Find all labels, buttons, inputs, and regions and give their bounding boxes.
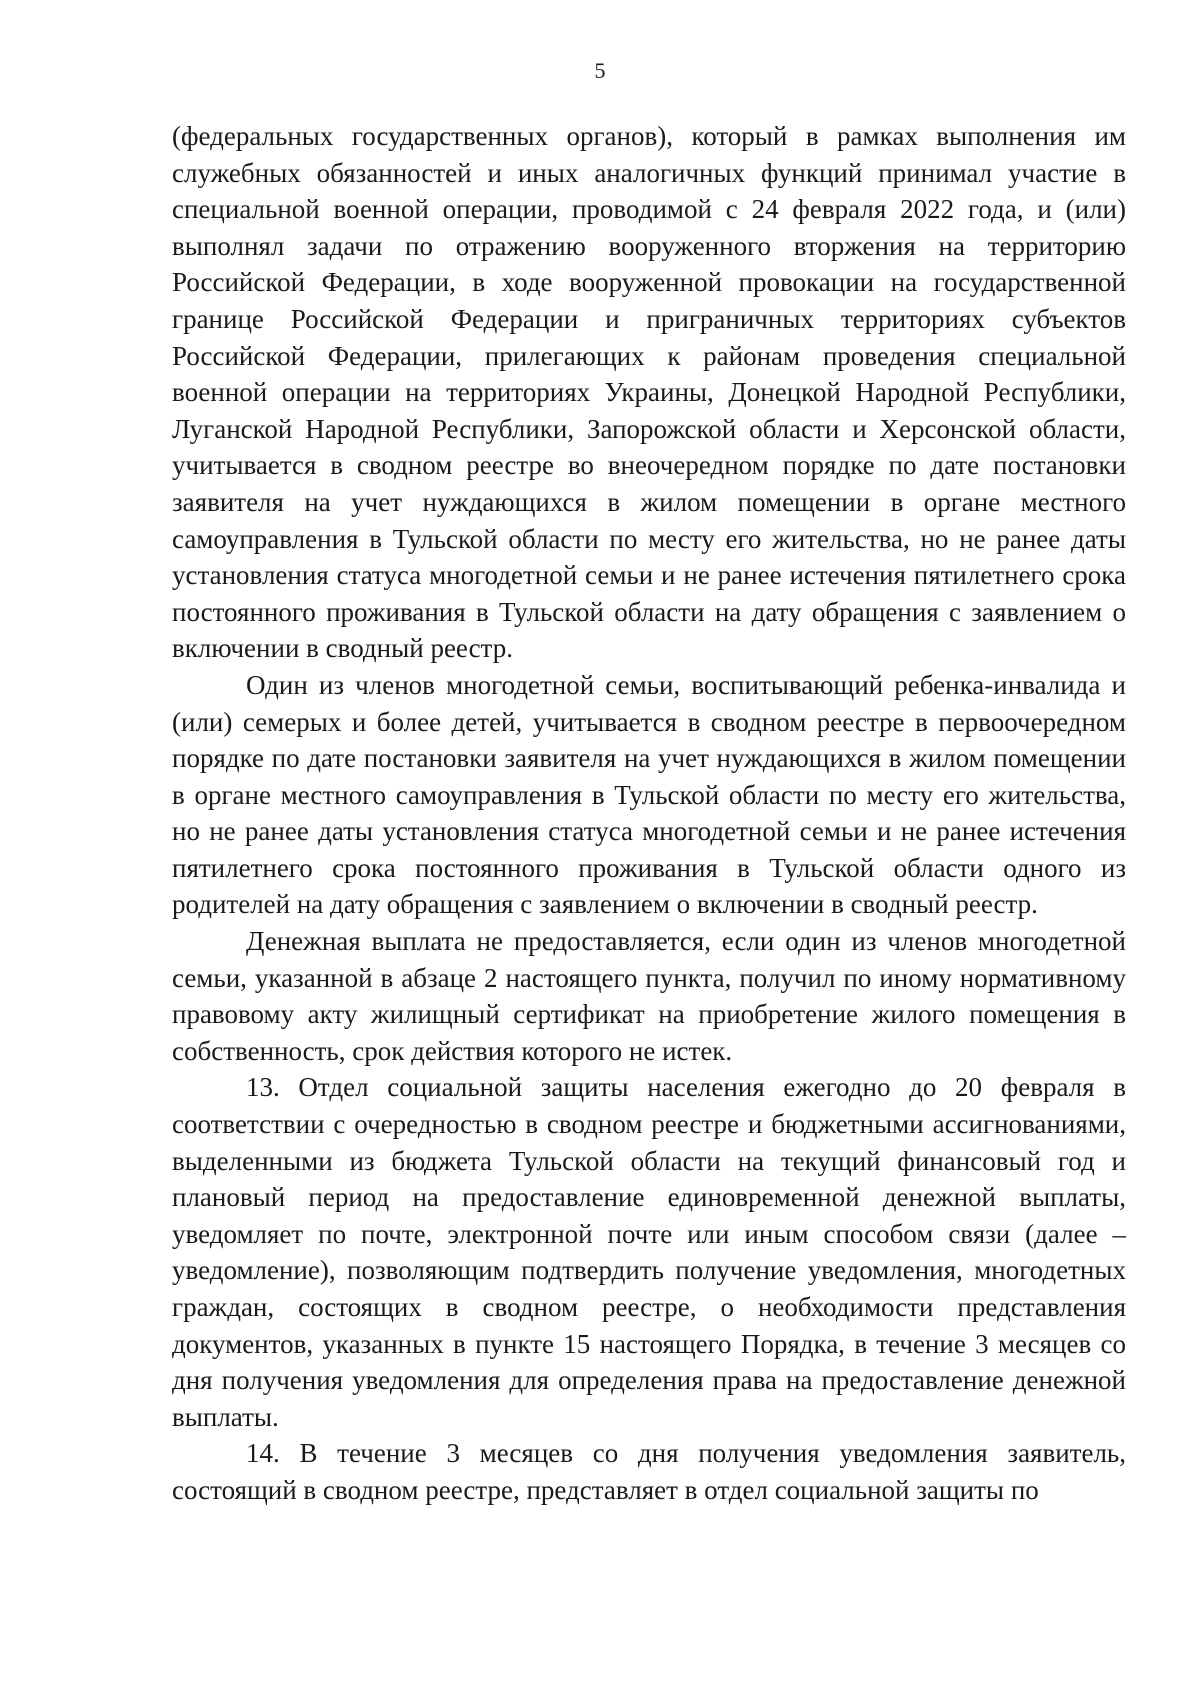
paragraph-clause-14: 14. В течение 3 месяцев со дня получения уведомления заявитель, состоящий в сводном реестре, представляет в отдел социальной защиты по <box>172 1438 1126 1505</box>
page-number: 5 <box>594 58 606 83</box>
paragraph-clause-13: 13. Отдел социальной защиты населения ежегодно до 20 февраля в соответствии с очередностью в сводном реестре и бюджетными ассигнованиями, выделенными из бюджета Тульской области на текущий финансовый год и плановый период на предоставление единовременной денежной выплаты, уведомляет по почте, электронной почте или иным способом связи (далее – уведомление), позволяющим подтвердить получение уведомления, многодетных граждан, состоящих в сводном реестре, о необходимости представления документов, указанных в пункте 15 настоящего Порядка, в течение 3 месяцев со дня получения уведомления для определения права на предоставление денежной выплаты. <box>172 1072 1126 1432</box>
paragraph-continuation: (федеральных государственных органов), который в рамках выполнения им служебных обязанностей и иных аналогичных функций принимал участие в специальной военной операции, проводимой с 24 февраля 2022 года, и (или) выполнял задачи по отражению вооруженного вторжения на территорию Российской Федерации, в ходе вооруженной провокации на государственной границе Российской Федерации и приграничных территориях субъектов Российской Федерации, прилегающих к районам проведения специальной военной операции на территориях Украины, Донецкой Народной Республики, Луганской Народной Республики, Запорожской области и Херсонской области, учитывается в сводном реестре во внеочередном порядке по дате постановки заявителя на учет нуждающихся в жилом помещении в органе местного самоуправления в Тульской области по месту его жительства, но не ранее даты установления статуса многодетной семьи и не ранее истечения пятилетнего срока постоянного проживания в Тульской области на дату обращения с заявлением о включении в сводный реестр. <box>172 121 1126 664</box>
paragraph-payment-exclusion: Денежная выплата не предоставляется, если один из членов многодетной семьи, указанной в абзаце 2 настоящего пункта, получил по иному нормативному правовому акту жилищный сертификат на приобретение жилого помещения в собственность, срок действия которого не истек. <box>172 926 1126 1066</box>
document-body <box>172 118 1126 1509</box>
paragraph-priority-order: Один из членов многодетной семьи, воспитывающий ребенка-инвалида и (или) семерых и более детей, учитывается в сводном реестре в первоочередном порядке по дате постановки заявителя на учет нуждающихся в жилом помещении в органе местного самоуправления в Тульской области по месту его жительства, но не ранее даты установления статуса многодетной семьи и не ранее истечения пятилетнего срока постоянного проживания в Тульской области одного из родителей на дату обращения с заявлением о включении в сводный реестр. <box>172 669 1126 920</box>
